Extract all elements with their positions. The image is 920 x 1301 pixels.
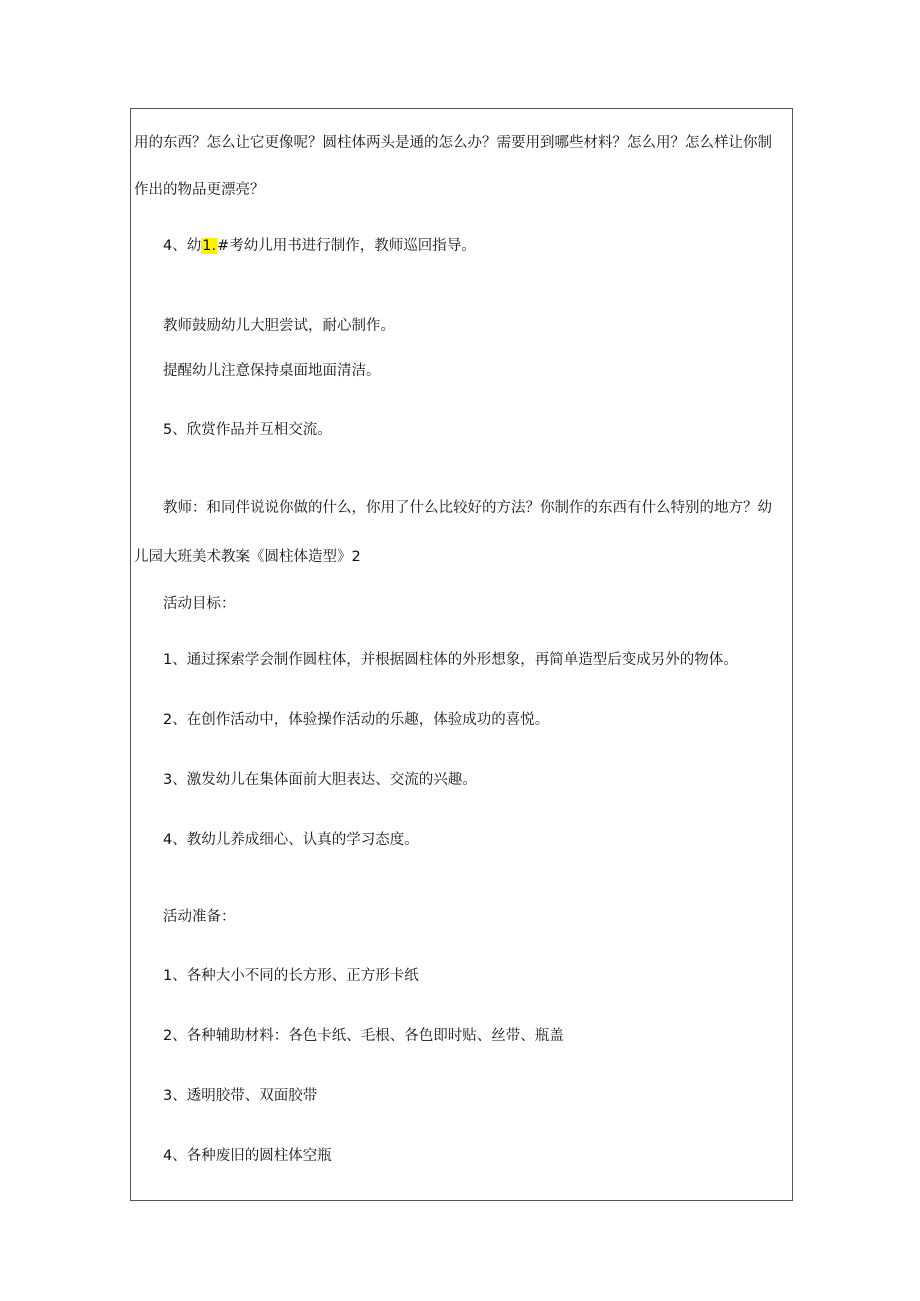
paragraph-line: 教师鼓励幼儿大胆尝试，耐心制作。	[163, 318, 395, 334]
step-4-prefix: 4、幼	[163, 238, 202, 254]
list-item: 4、教幼儿养成细心、认真的学习态度。	[163, 832, 419, 848]
list-item: 1、通过探索学会制作圆柱体，并根据圆柱体的外形想象，再简单造型后变成另外的物体。	[163, 652, 738, 668]
list-item: 1、各种大小不同的长方形、正方形卡纸	[163, 968, 419, 984]
section-heading: 活动准备：	[163, 909, 236, 925]
paragraph-line: 作出的物品更漂亮？	[134, 182, 265, 198]
step-4-suffix: #考幼儿用书进行制作，教师巡回指导。	[217, 238, 476, 254]
section-heading: 活动目标：	[163, 596, 236, 612]
paragraph-line: 教师：和同伴说说你做的什么，你用了什么比较好的方法？你制作的东西有什么特别的地方？幼	[163, 500, 772, 516]
step-4-line	[163, 236, 476, 256]
list-item: 3、透明胶带、双面胶带	[163, 1088, 318, 1104]
list-item: 2、各种辅助材料：各色卡纸、毛根、各色即时贴、丝带、瓶盖	[163, 1028, 564, 1044]
list-item: 2、在创作活动中，体验操作活动的乐趣，体验成功的喜悦。	[163, 712, 550, 728]
paragraph-line: 用的东西？怎么让它更像呢？圆柱体两头是通的怎么办？需要用到哪些材料？怎么用？怎么样让你制	[134, 135, 772, 151]
paragraph-line: 5、欣赏作品并互相交流。	[163, 422, 332, 438]
highlighted-text: 1.	[202, 238, 217, 254]
section-title: 儿园大班美术教案《圆柱体造型》2	[134, 549, 361, 565]
paragraph-line: 提醒幼儿注意保持桌面地面清洁。	[163, 363, 381, 379]
list-item: 3、激发幼儿在集体面前大胆表达、交流的兴趣。	[163, 772, 477, 788]
list-item: 4、各种废旧的圆柱体空瓶	[163, 1148, 332, 1164]
